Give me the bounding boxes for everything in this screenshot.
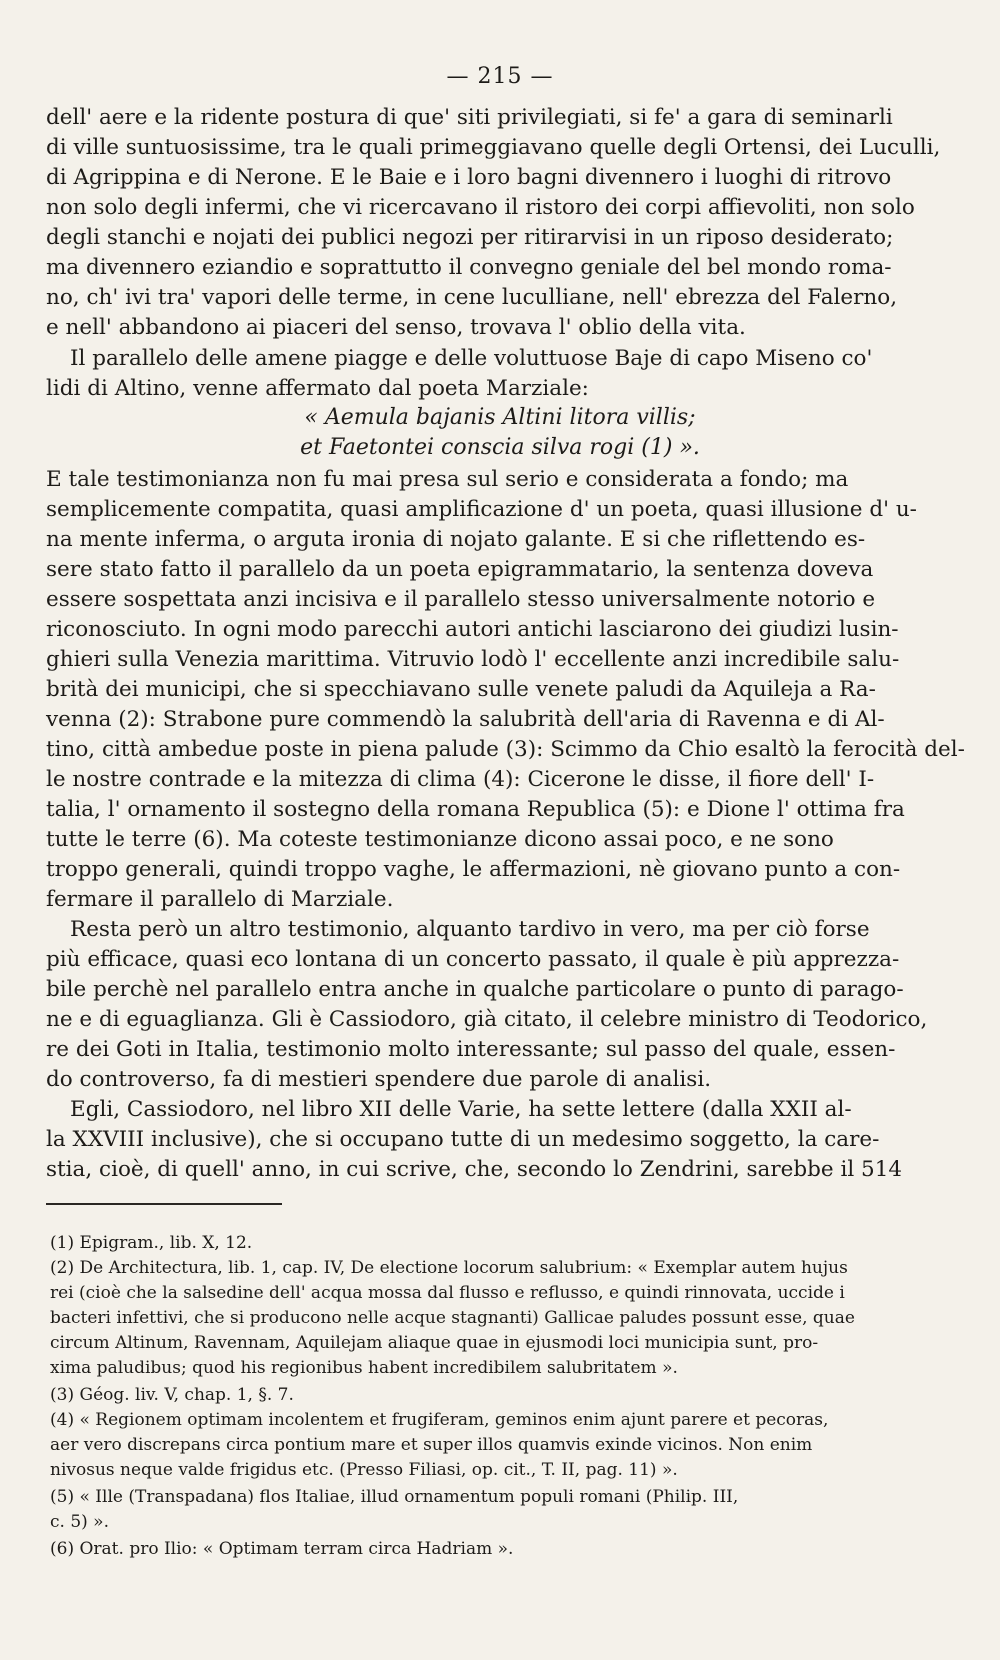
footnote-line: circum Altinum, Ravennam, Aquilejam aliaque quae in ejusmodi loci municipia sunt, pro- xyxy=(50,1333,819,1353)
body-line: re dei Goti in Italia, testimonio molto interessante; sul passo del quale, essen- xyxy=(46,1037,896,1062)
body-line: e nell' abbandono ai piaceri del senso, trovava l' oblio della vita. xyxy=(46,315,746,340)
body-line: Egli, Cassiodoro, nel libro XII delle Varie, ha sette lettere (dalla XXII al- xyxy=(70,1097,852,1122)
body-line: na mente inferma, o arguta ironia di nojato galante. E si che riflettendo es- xyxy=(46,527,866,552)
verse-line: « Aemula bajanis Altini litora villis; xyxy=(304,405,696,430)
body-line: Resta però un altro testimonio, alquanto tardivo in vero, ma per ciò forse xyxy=(70,917,870,942)
body-line: essere sospettata anzi incisiva e il parallelo stesso universalmente notorio e xyxy=(46,587,876,612)
body-line: fermare il parallelo di Marziale. xyxy=(46,887,394,912)
body-line: brità dei municipi, che si specchiavano sulle venete paludi da Aquileja a Ra- xyxy=(46,677,876,702)
footnote-line: rei (cioè che la salsedine dell' acqua mossa dal flusso e reflusso, e quindi rinnovata, uccide i xyxy=(50,1283,845,1303)
body-line: ghieri sulla Venezia marittima. Vitruvio lodò l' eccellente anzi incredibile salu- xyxy=(46,647,900,672)
footnote-line: (6) Orat. pro Ilio: « Optimam terram circa Hadriam ». xyxy=(50,1539,514,1559)
footnote-line: nivosus neque valde frigidus etc. (Presso Filiasi, op. cit., T. II, pag. 11) ». xyxy=(50,1460,678,1480)
body-line: tutte le terre (6). Ma coteste testimonianze dicono assai poco, e ne sono xyxy=(46,827,834,852)
body-line: talia, l' ornamento il sostegno della romana Republica (5): e Dione l' ottima fra xyxy=(46,797,905,822)
footnote-line: c. 5) ». xyxy=(50,1512,109,1532)
body-line: no, ch' ivi tra' vapori delle terme, in cene luculliane, nell' ebrezza del Falerno, xyxy=(46,285,898,310)
footnote-line: (1) Epigram., lib. X, 12. xyxy=(50,1233,253,1253)
body-line: di Agrippina e di Nerone. E le Baie e i loro bagni divennero i luoghi di ritrovo xyxy=(46,165,892,190)
body-line: venna (2): Strabone pure commendò la salubrità dell'aria di Ravenna e di Al- xyxy=(46,707,885,732)
body-line: dell' aere e la ridente postura di que' siti privilegiati, si fe' a gara di seminarli xyxy=(46,105,893,130)
body-line: sere stato fatto il parallelo da un poeta epigrammatario, la sentenza doveva xyxy=(46,557,874,582)
footnote-line: (2) De Architectura, lib. 1, cap. IV, De electione locorum salubrium: « Exemplar autem hujus xyxy=(50,1258,848,1278)
body-line: le nostre contrade e la mitezza di clima (4): Cicerone le disse, il fiore dell' I- xyxy=(46,767,875,792)
body-line: tino, città ambedue poste in piena palude (3): Scimmo da Chio esaltò la ferocità del- xyxy=(46,737,965,762)
body-line: Il parallelo delle amene piagge e delle voluttuose Baje di capo Miseno co' xyxy=(70,346,873,371)
body-line: ne e di eguaglianza. Gli è Cassiodoro, già citato, il celebre ministro di Teodorico, xyxy=(46,1007,928,1032)
verse-line: et Faetontei conscia silva rogi (1) ». xyxy=(300,435,700,460)
body-line: stia, cioè, di quell' anno, in cui scrive, che, secondo lo Zendrini, sarebbe il 514 xyxy=(46,1157,903,1182)
body-line: non solo degli infermi, che vi ricercavano il ristoro dei corpi affievoliti, non solo xyxy=(46,195,915,220)
footnote-line: (4) « Regionem optimam incolentem et frugiferam, geminos enim ajunt parere et pecoras, xyxy=(50,1410,829,1430)
footnote-line: aer vero discrepans circa pontium mare et super illos quamvis exinde vicinos. Non enim xyxy=(50,1435,813,1455)
page-number: — 215 — xyxy=(446,64,554,89)
footnote-line: bacteri infettivi, che si producono nelle acque stagnanti) Gallicae paludes possunt esse, quae xyxy=(50,1308,855,1328)
body-line: troppo generali, quindi troppo vaghe, le affermazioni, nè giovano punto a con- xyxy=(46,857,901,882)
body-line: la XXVIII inclusive), che si occupano tutte di un medesimo soggetto, la care- xyxy=(46,1127,880,1152)
footnote-divider xyxy=(46,1203,282,1205)
body-line: degli stanchi e nojati dei publici negozi per ritirarvisi in un riposo desiderato; xyxy=(46,225,894,250)
body-line: riconosciuto. In ogni modo parecchi autori antichi lasciarono dei giudizi lusin- xyxy=(46,617,899,642)
body-line: E tale testimonianza non fu mai presa sul serio e considerata a fondo; ma xyxy=(46,467,849,492)
footnote-line: (5) « Ille (Transpadana) flos Italiae, illud ornamentum populi romani (Philip. III, xyxy=(50,1487,739,1507)
body-line: bile perchè nel parallelo entra anche in qualche particolare o punto di parago- xyxy=(46,977,904,1002)
footnote-line: xima paludibus; quod his regionibus habent incredibilem salubritatem ». xyxy=(50,1358,678,1378)
footnote-line: (3) Géog. liv. V, chap. 1, §. 7. xyxy=(50,1385,294,1405)
body-line: do controverso, fa di mestieri spendere due parole di analisi. xyxy=(46,1067,712,1092)
body-line: lidi di Altino, venne affermato dal poeta Marziale: xyxy=(46,376,589,401)
body-line: più efficace, quasi eco lontana di un concerto passato, il quale è più apprezza- xyxy=(46,947,900,972)
body-line: ma divennero eziandio e soprattutto il convegno geniale del bel mondo roma- xyxy=(46,255,892,280)
body-line: di ville suntuosissime, tra le quali primeggiavano quelle degli Ortensi, dei Luculli, xyxy=(46,135,941,160)
body-line: semplicemente compatita, quasi amplificazione d' un poeta, quasi illusione d' u- xyxy=(46,497,917,522)
